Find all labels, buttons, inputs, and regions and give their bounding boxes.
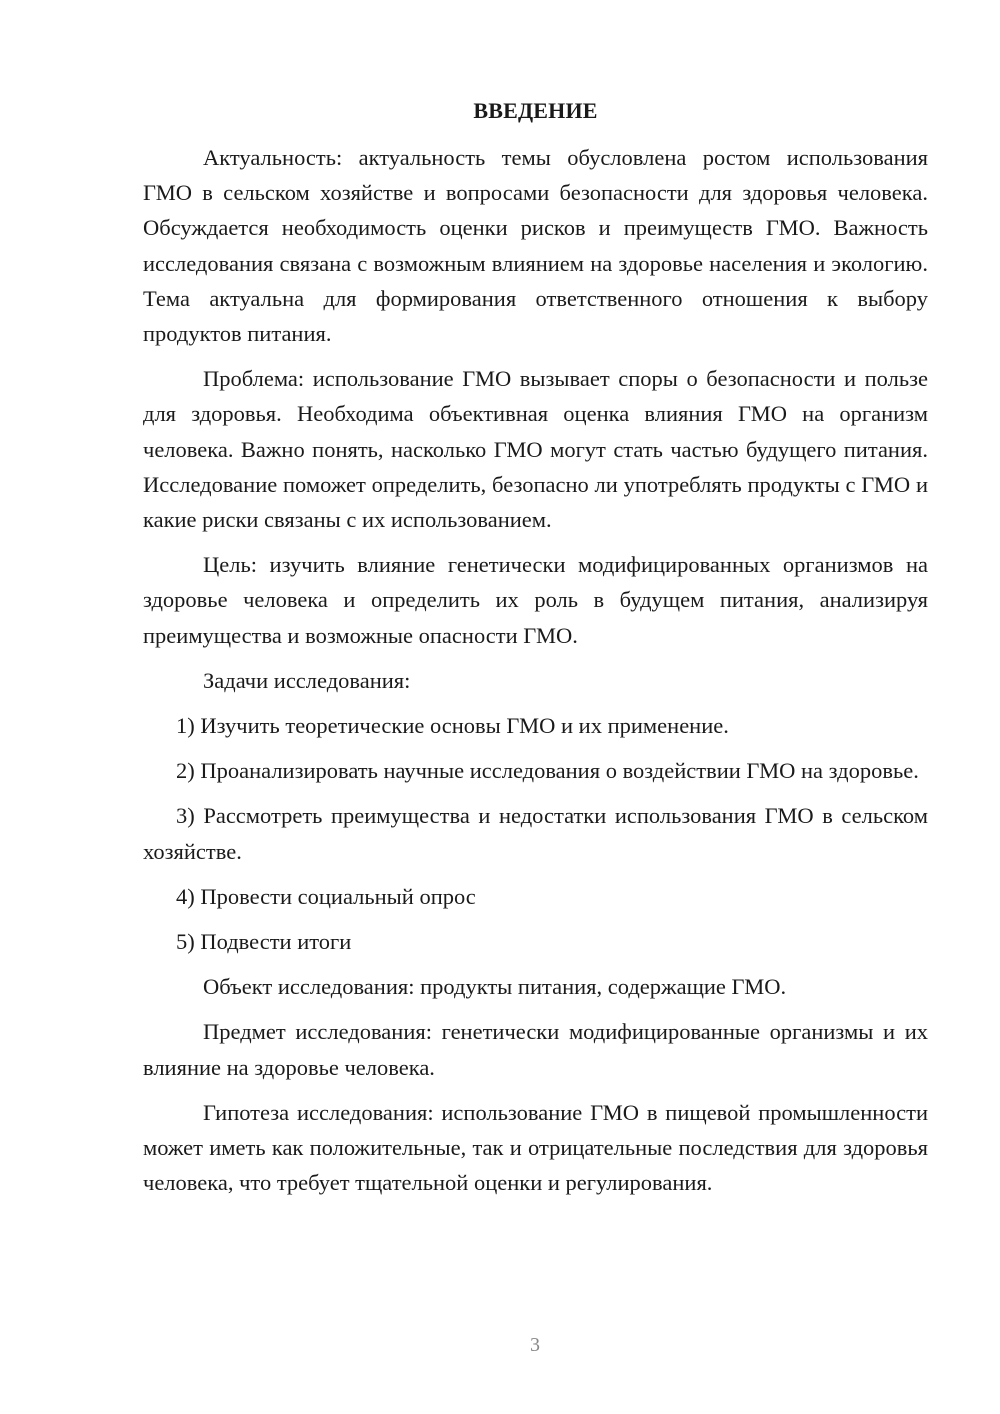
document-body (143, 96, 928, 1210)
tasks-heading: Задачи исследования: (203, 667, 411, 693)
page-number: 3 (530, 1334, 540, 1356)
task-item-4: 4) Провести социальный опрос (176, 883, 476, 909)
paragraph-relevance: Актуальность: актуальность темы обусловлена ростом использования ГМО в сельском хозяйстве и вопросами безопасности для здоровья человека. Обсуждается необходимость оценки рисков и преимуществ ГМО. Важность исследования связана с возможным влиянием на здоровье населения и экологию. Тема актуальна для формирования ответственного отношения к выбору продуктов питания. (143, 145, 928, 347)
task-item-3: 3) Рассмотреть преимущества и недостатки использования ГМО в сельском хозяйстве. (143, 803, 928, 864)
task-item-2: 2) Проанализировать научные исследования о воздействии ГМО на здоровье. (176, 758, 919, 784)
paragraph-goal: Цель: изучить влияние генетически модифицированных организмов на здоровье человека и определить их роль в будущем питания, анализируя преимущества и возможные опасности ГМО. (143, 552, 928, 648)
paragraph-subject: Предмет исследования: генетически модифицированные организмы и их влияние на здоровье человека. (143, 1019, 928, 1080)
paragraph-hypothesis: Гипотеза исследования: использование ГМО в пищевой промышленности может иметь как положительные, так и отрицательные последствия для здоровья человека, что требует тщательной оценки и регулирования. (143, 1099, 928, 1196)
task-item-1: 1) Изучить теоретические основы ГМО и их применение. (176, 713, 729, 739)
paragraph-problem: Проблема: использование ГМО вызывает споры о безопасности и пользе для здоровья. Необходима объективная оценка влияния ГМО на организм человека. Важно понять, насколько ГМО могут стать частью будущего питания. Исследование поможет определить, безопасно ли употреблять продукты с ГМО и какие риски связаны с их использованием. (143, 366, 928, 533)
task-item-5: 5) Подвести итоги (176, 929, 352, 955)
section-title: ВВЕДЕНИЕ (473, 98, 598, 123)
paragraph-object: Объект исследования: продукты питания, содержащие ГМО. (203, 974, 787, 1000)
